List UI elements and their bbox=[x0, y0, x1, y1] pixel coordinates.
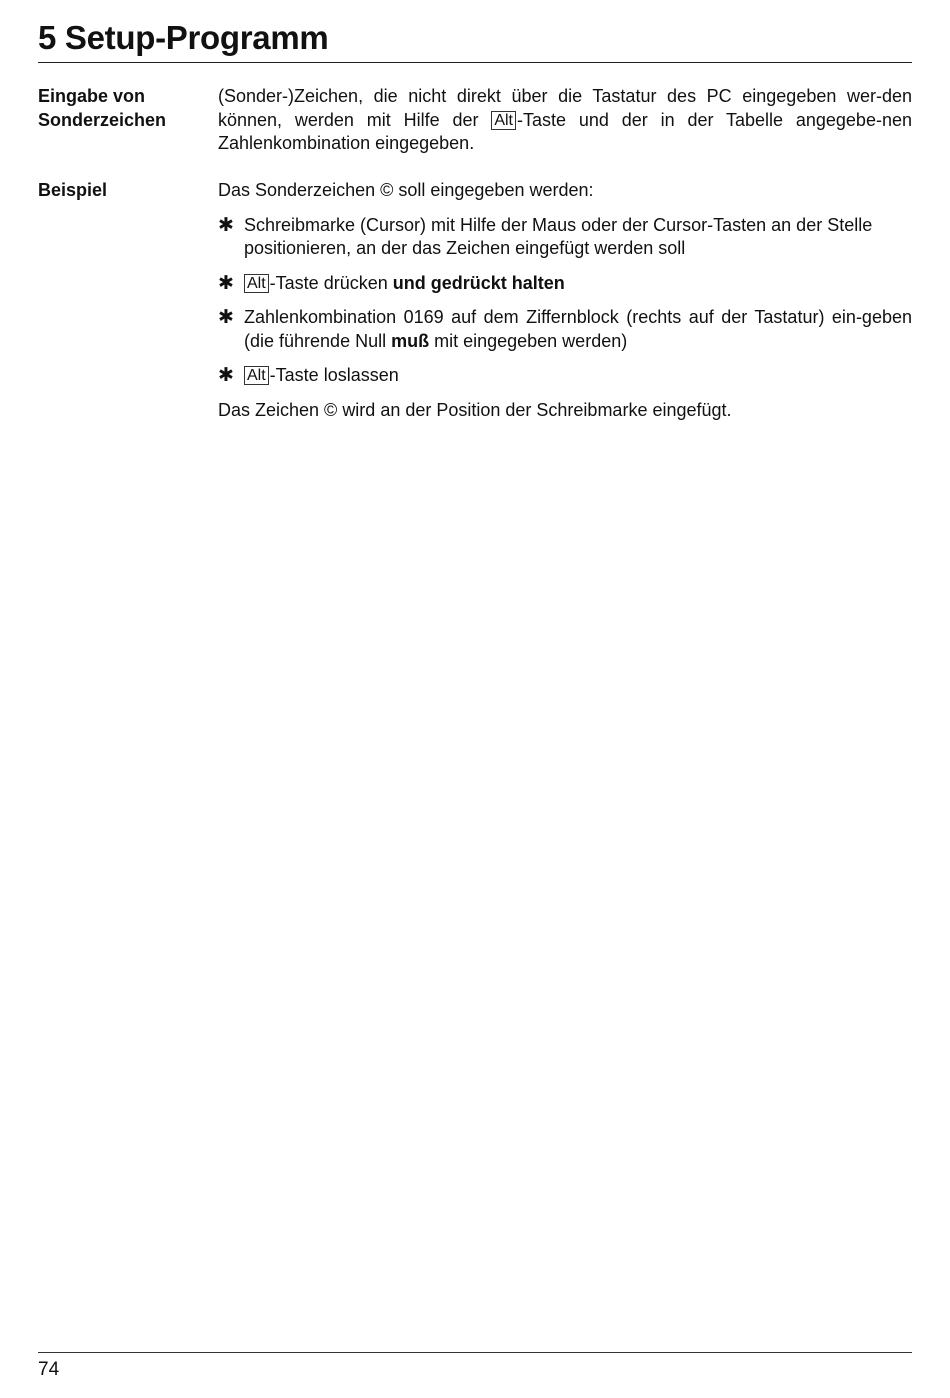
section-body-example bbox=[218, 179, 912, 422]
step-text: -Taste drücken bbox=[269, 272, 393, 293]
asterisk-bullet-icon: ✱ bbox=[218, 272, 234, 294]
step-emphasis: muß bbox=[391, 330, 430, 351]
list-item bbox=[218, 214, 912, 261]
list-item bbox=[218, 306, 912, 353]
section-label-line2: Sonderzeichen bbox=[38, 109, 167, 130]
section-label-example: Beispiel bbox=[38, 180, 108, 200]
step-text: -Taste loslassen bbox=[269, 365, 399, 385]
intro-text-before-key: (Sonder-)Zeichen, die nicht direkt über die Tastatur des PC eingegeben wer-den können, werden mit Hilfe der bbox=[218, 86, 912, 130]
alt-key-label: Alt bbox=[244, 366, 269, 385]
title-divider bbox=[38, 62, 912, 63]
example-outro: Das Zeichen © wird an der Position der Schreibmarke eingefügt. bbox=[218, 399, 732, 420]
page-number: 74 bbox=[38, 1359, 60, 1380]
step-text: Zahlenkombination 0169 auf dem Ziffernblock (rechts auf der Tastatur) ein-geben (die führende Null bbox=[244, 307, 912, 351]
footer-divider bbox=[38, 1352, 912, 1353]
asterisk-bullet-icon: ✱ bbox=[218, 307, 234, 328]
list-item bbox=[218, 364, 912, 388]
alt-key-label: Alt bbox=[491, 111, 516, 130]
intro-paragraph bbox=[218, 85, 912, 156]
list-item bbox=[218, 272, 912, 296]
alt-key-label: Alt bbox=[244, 274, 269, 293]
section-body-special-characters bbox=[218, 85, 912, 156]
example-intro: Das Sonderzeichen © soll eingegeben werden: bbox=[218, 180, 594, 200]
intro-text-after-key: -Taste und der in der Tabelle angegebe-nen Zahlenkombination eingegeben. bbox=[218, 109, 912, 153]
page-title: 5 Setup-Programm bbox=[38, 19, 329, 56]
step-text-after: mit eingegeben werden) bbox=[429, 330, 628, 351]
asterisk-bullet-icon: ✱ bbox=[218, 365, 234, 386]
asterisk-bullet-icon: ✱ bbox=[218, 214, 234, 236]
step-text: Schreibmarke (Cursor) mit Hilfe der Maus oder der Cursor-Tasten an der Stelle positionieren, an der das Zeichen eingefügt werden soll bbox=[244, 214, 873, 258]
section-label-special-characters bbox=[38, 85, 208, 132]
section-label-line1: Eingabe von bbox=[38, 86, 146, 106]
step-emphasis: und gedrückt halten bbox=[392, 272, 565, 293]
